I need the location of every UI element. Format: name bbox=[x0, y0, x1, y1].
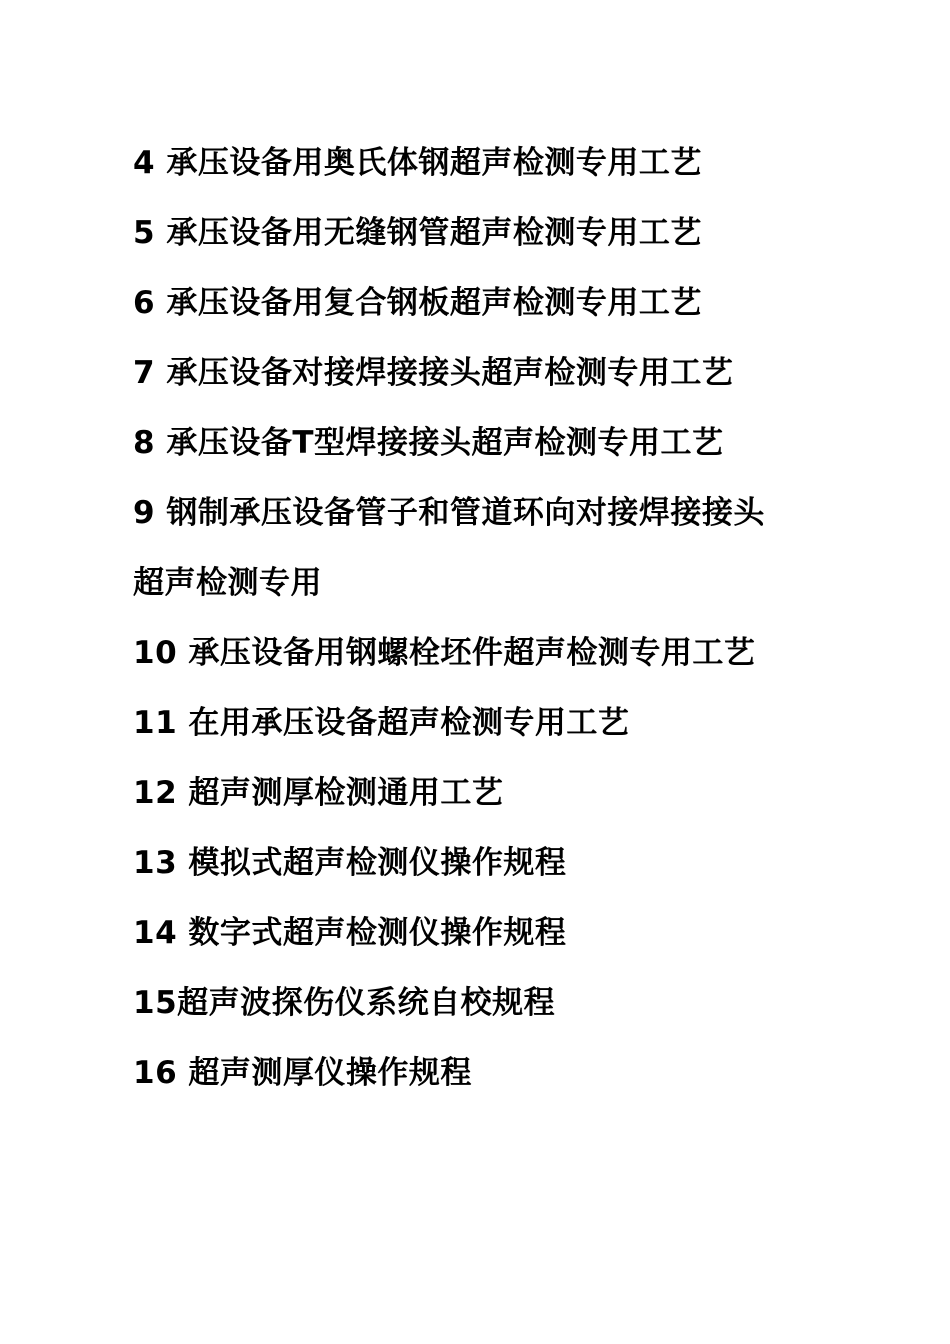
list-item: 5 承压设备用无缝钢管超声检测专用工艺 bbox=[133, 215, 702, 251]
list-item: 11 在用承压设备超声检测专用工艺 bbox=[133, 705, 630, 741]
list-item: 6 承压设备用复合钢板超声检测专用工艺 bbox=[133, 285, 702, 321]
list-item: 15超声波探伤仪系统自校规程 bbox=[133, 985, 556, 1021]
list-item: 12 超声测厚检测通用工艺 bbox=[133, 775, 504, 811]
list-item: 9 钢制承压设备管子和管道环向对接焊接接头 bbox=[133, 495, 765, 531]
list-item-continuation: 超声检测专用 bbox=[133, 565, 322, 601]
list-item: 4 承压设备用奥氏体钢超声检测专用工艺 bbox=[133, 145, 702, 181]
list-item: 16 超声测厚仪操作规程 bbox=[133, 1055, 472, 1091]
list-item: 7 承压设备对接焊接接头超声检测专用工艺 bbox=[133, 355, 734, 391]
procedure-list bbox=[133, 128, 913, 1108]
list-item: 13 模拟式超声检测仪操作规程 bbox=[133, 845, 567, 881]
list-item: 10 承压设备用钢螺栓坯件超声检测专用工艺 bbox=[133, 635, 756, 671]
list-item: 8 承压设备T型焊接接头超声检测专用工艺 bbox=[133, 425, 724, 461]
list-item: 14 数字式超声检测仪操作规程 bbox=[133, 915, 567, 951]
